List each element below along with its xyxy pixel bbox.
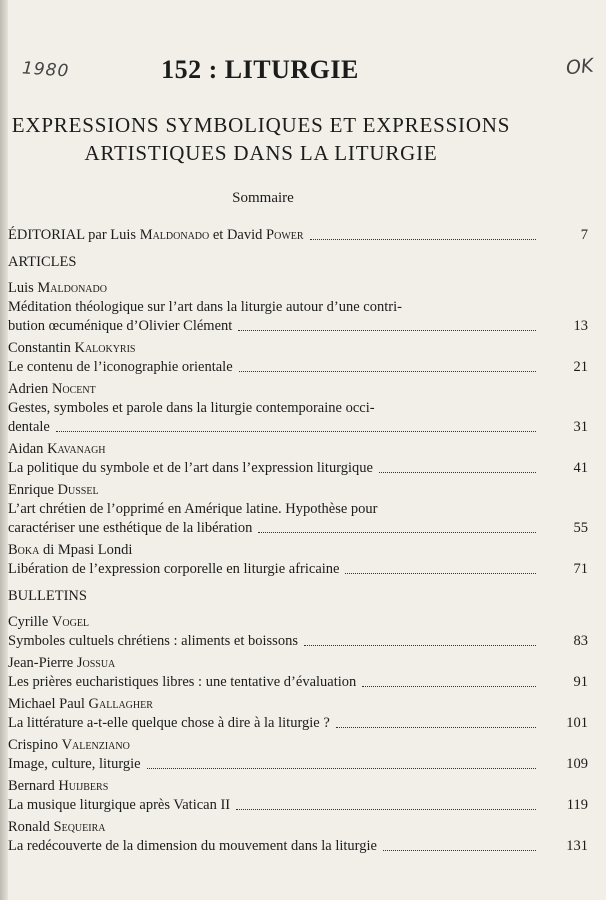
issue-title: 152 : LITURGIE: [161, 55, 359, 84]
toc-entry-article[interactable]: caractériser une esthétique de la libération 55: [8, 520, 588, 536]
article-author: Adrien Nocent: [8, 381, 96, 397]
dot-leader: [345, 573, 536, 574]
bulletin-author: Bernard Huijbers: [8, 778, 109, 794]
toc-entry-article[interactable]: Le contenu de l’iconographie orientale 21: [8, 359, 588, 375]
article-author: Constantin Kalokyris: [8, 340, 136, 356]
page-number: 55: [573, 520, 588, 536]
dot-leader: [238, 330, 536, 331]
toc-entry-article[interactable]: Libération de l’expression corporelle en liturgie africaine 71: [8, 561, 588, 577]
bulletin-author: Crispino Valenziano: [8, 737, 130, 753]
dot-leader: [310, 239, 536, 240]
page-number: 71: [573, 561, 588, 577]
toc-entry-bulletin[interactable]: La musique liturgique après Vatican II 119: [8, 797, 588, 813]
bulletin-author: Michael Paul Gallagher: [8, 696, 153, 712]
theme-title: [8, 111, 514, 167]
dot-leader: [362, 686, 536, 687]
article-author: Luis Maldonado: [8, 280, 107, 296]
toc-entry-bulletin[interactable]: La redécouverte de la dimension du mouvement dans la liturgie 131: [8, 838, 588, 854]
toc-entry-bulletin[interactable]: Image, culture, liturgie 109: [8, 756, 588, 772]
article-title-line: Méditation théologique sur l’art dans la liturgie autour d’une contri-: [8, 299, 402, 315]
editorial-line: ÉDITORIAL par Luis Maldonado et David Power: [8, 227, 304, 243]
bulletin-author: Jean-Pierre Jossua: [8, 655, 116, 671]
article-title-line: L’art chrétien de l’opprimé en Amérique latine. Hypothèse pour: [8, 501, 378, 517]
toc-entry-bulletin[interactable]: Symboles cultuels chrétiens : aliments et boissons 83: [8, 633, 588, 649]
page-number: 91: [573, 674, 588, 690]
page-number: 131: [566, 838, 588, 854]
table-of-contents: [8, 226, 588, 856]
toc-entry-article[interactable]: dentale 31: [8, 419, 588, 435]
page-number: 21: [573, 359, 588, 375]
theme-title-line-2: ARTISTIQUES DANS LA LITURGIE: [84, 141, 438, 165]
toc-entry-bulletin[interactable]: Les prières eucharistiques libres : une tentative d’évaluation 91: [8, 674, 588, 690]
article-author: Enrique Dussel: [8, 482, 99, 498]
dot-leader: [236, 809, 536, 810]
dot-leader: [379, 472, 536, 473]
bulletin-author: Ronald Sequeira: [8, 819, 106, 835]
page-number: 83: [573, 633, 588, 649]
page-number: 109: [566, 756, 588, 772]
dot-leader: [258, 532, 536, 533]
dot-leader: [383, 850, 536, 851]
page-number: 101: [566, 715, 588, 731]
article-author: Aidan Kavanagh: [8, 441, 106, 457]
summary-heading: Sommaire: [232, 190, 294, 206]
toc-entry-bulletin[interactable]: La littérature a-t-elle quelque chose à dire à la liturgie ? 101: [8, 715, 588, 731]
page-number: 13: [573, 318, 588, 334]
toc-entry-editorial[interactable]: [8, 226, 588, 245]
article-author: Boka di Mpasi Londi: [8, 542, 133, 558]
page-number: 7: [580, 227, 588, 243]
handwritten-year: 1980: [21, 58, 70, 82]
dot-leader: [56, 431, 536, 432]
bulletin-author: Cyrille Vogel: [8, 614, 90, 630]
page-number: 41: [573, 460, 588, 476]
dot-leader: [239, 371, 536, 372]
page-number: 31: [573, 419, 588, 435]
dot-leader: [304, 645, 536, 646]
page-binding-edge: [0, 0, 8, 900]
dot-leader: [336, 727, 536, 728]
section-heading-articles: ARTICLES: [8, 254, 77, 270]
handwritten-ok-mark: OK: [564, 54, 595, 80]
toc-entry-article[interactable]: bution œcuménique d’Olivier Clément 13: [8, 318, 588, 334]
theme-title-line-1: EXPRESSIONS SYMBOLIQUES ET EXPRESSIONS: [11, 113, 511, 137]
section-heading-bulletins: BULLETINS: [8, 588, 87, 604]
dot-leader: [147, 768, 536, 769]
page-number: 119: [566, 797, 588, 813]
article-title-line: Gestes, symboles et parole dans la liturgie contemporaine occi-: [8, 400, 375, 416]
toc-entry-article[interactable]: La politique du symbole et de l’art dans l’expression liturgique 41: [8, 460, 588, 476]
